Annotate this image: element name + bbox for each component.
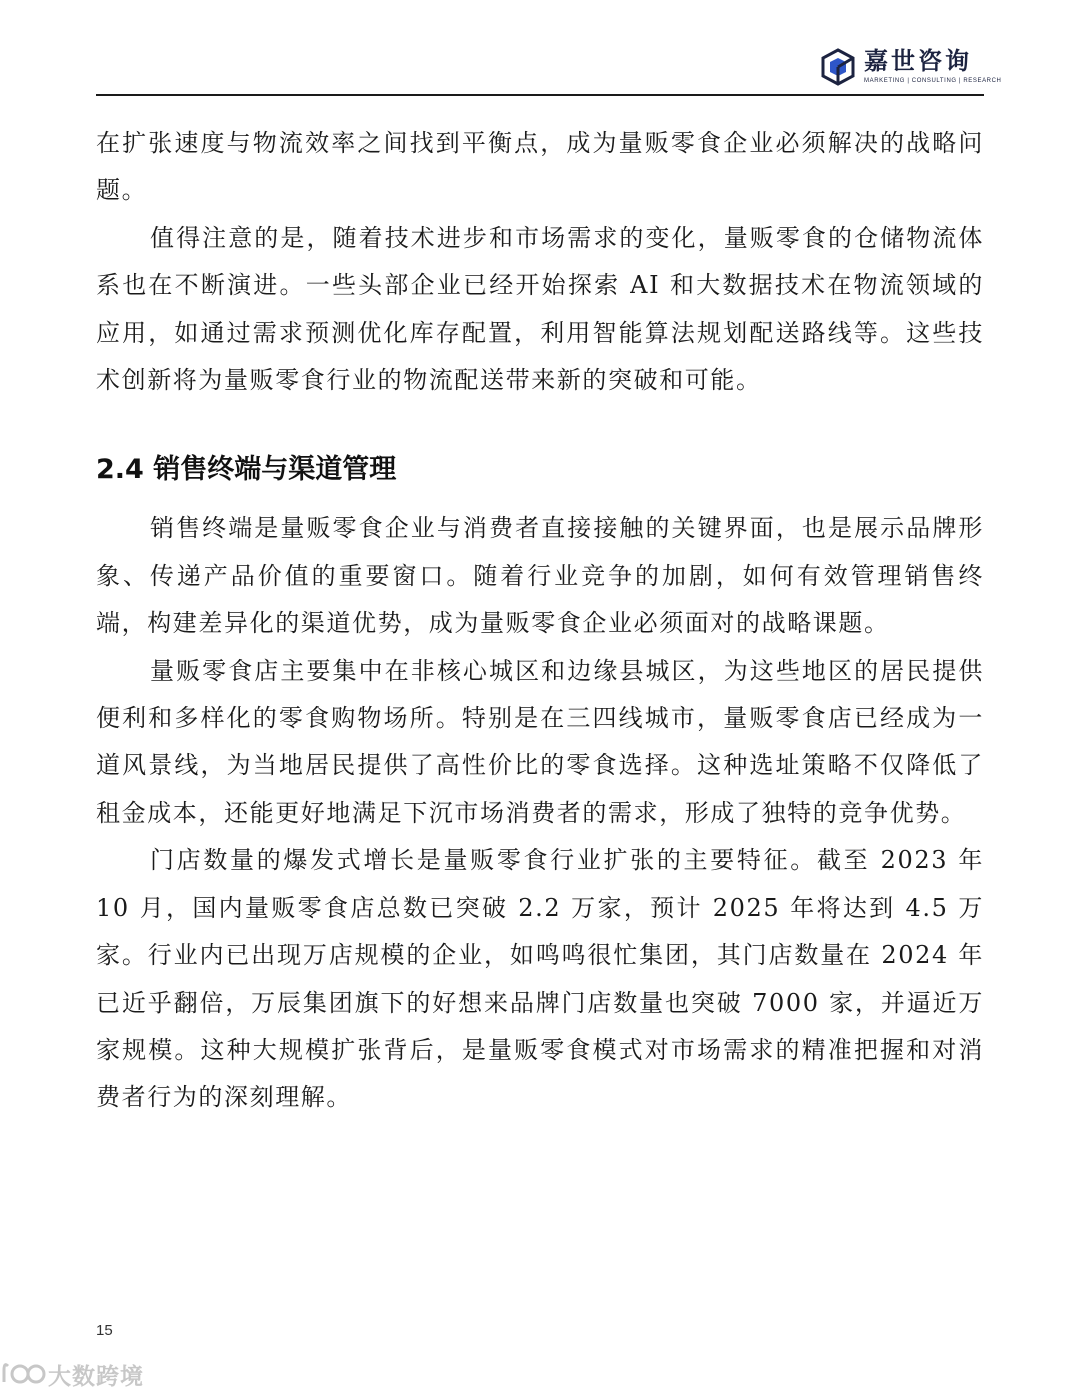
paragraph-store-growth: 门店数量的爆发式增长是量贩零食行业扩张的主要特征。截至 2023 年 10 月，国内量贩零食店总数已突破 2.2 万家，预计 2025 年将达到 4.5 万家。行业内已出现万店规模的企业，如鸣鸣很忙集团，其门店数量在 2024 年已近乎翻倍，万辰集团旗下的好想来品牌门店数量也突破 7000 家，并逼近万家规模。这种大规模扩张背后，是量贩零食模式对市场需求的精准把握和对消费者行为的深刻理解。 xyxy=(96,846,984,1112)
paragraph-store-location: 量贩零食店主要集中在非核心城区和边缘县城区，为这些地区的居民提供便利和多样化的零食购物场所。特别是在三四线城市，量贩零食店已经成为一道风景线，为当地居民提供了高性价比的零食选择。这种选址策略不仅降低了租金成本，还能更好地满足下沉市场消费者的需求，形成了独特的竞争优势。 xyxy=(96,656,984,827)
section-heading: 2.4 销售终端与渠道管理 xyxy=(96,454,397,486)
watermark-text: 大数跨境 xyxy=(48,1364,144,1390)
page-number: 15 xyxy=(96,1322,113,1339)
paragraph-sales-terminal: 销售终端是量贩零食企业与消费者直接接触的关键界面，也是展示品牌形象、传递产品价值的重要窗口。随着行业竞争的加剧，如何有效管理销售终端，构建差异化的渠道优势，成为量贩零食企业必须面对的战略课题。 xyxy=(96,514,984,638)
page-header xyxy=(96,40,1002,96)
paragraph-continuation: 在扩张速度与物流效率之间找到平衡点，成为量贩零食企业必须解决的战略问题。 xyxy=(96,129,984,205)
document-body xyxy=(96,120,984,1122)
paragraph-logistics-evolution: 值得注意的是，随着技术进步和市场需求的变化，量贩零食的仓储物流体系也在不断演进。一些头部企业已经开始探索 AI 和大数据技术在物流领域的应用，如通过需求预测优化库存配置，利用智能算法规划配送路线等。这些技术创新将为量贩零食行业的物流配送带来新的突破和可能。 xyxy=(96,223,984,395)
brand-logo xyxy=(820,46,1002,92)
brand-name: 嘉世咨询 xyxy=(864,47,972,75)
watermark-logo-icon xyxy=(2,1360,46,1386)
brand-tagline: MARKETING | CONSULTING | RESEARCH xyxy=(864,78,1002,84)
header-divider xyxy=(96,94,984,96)
brand-logo-icon xyxy=(820,48,856,86)
